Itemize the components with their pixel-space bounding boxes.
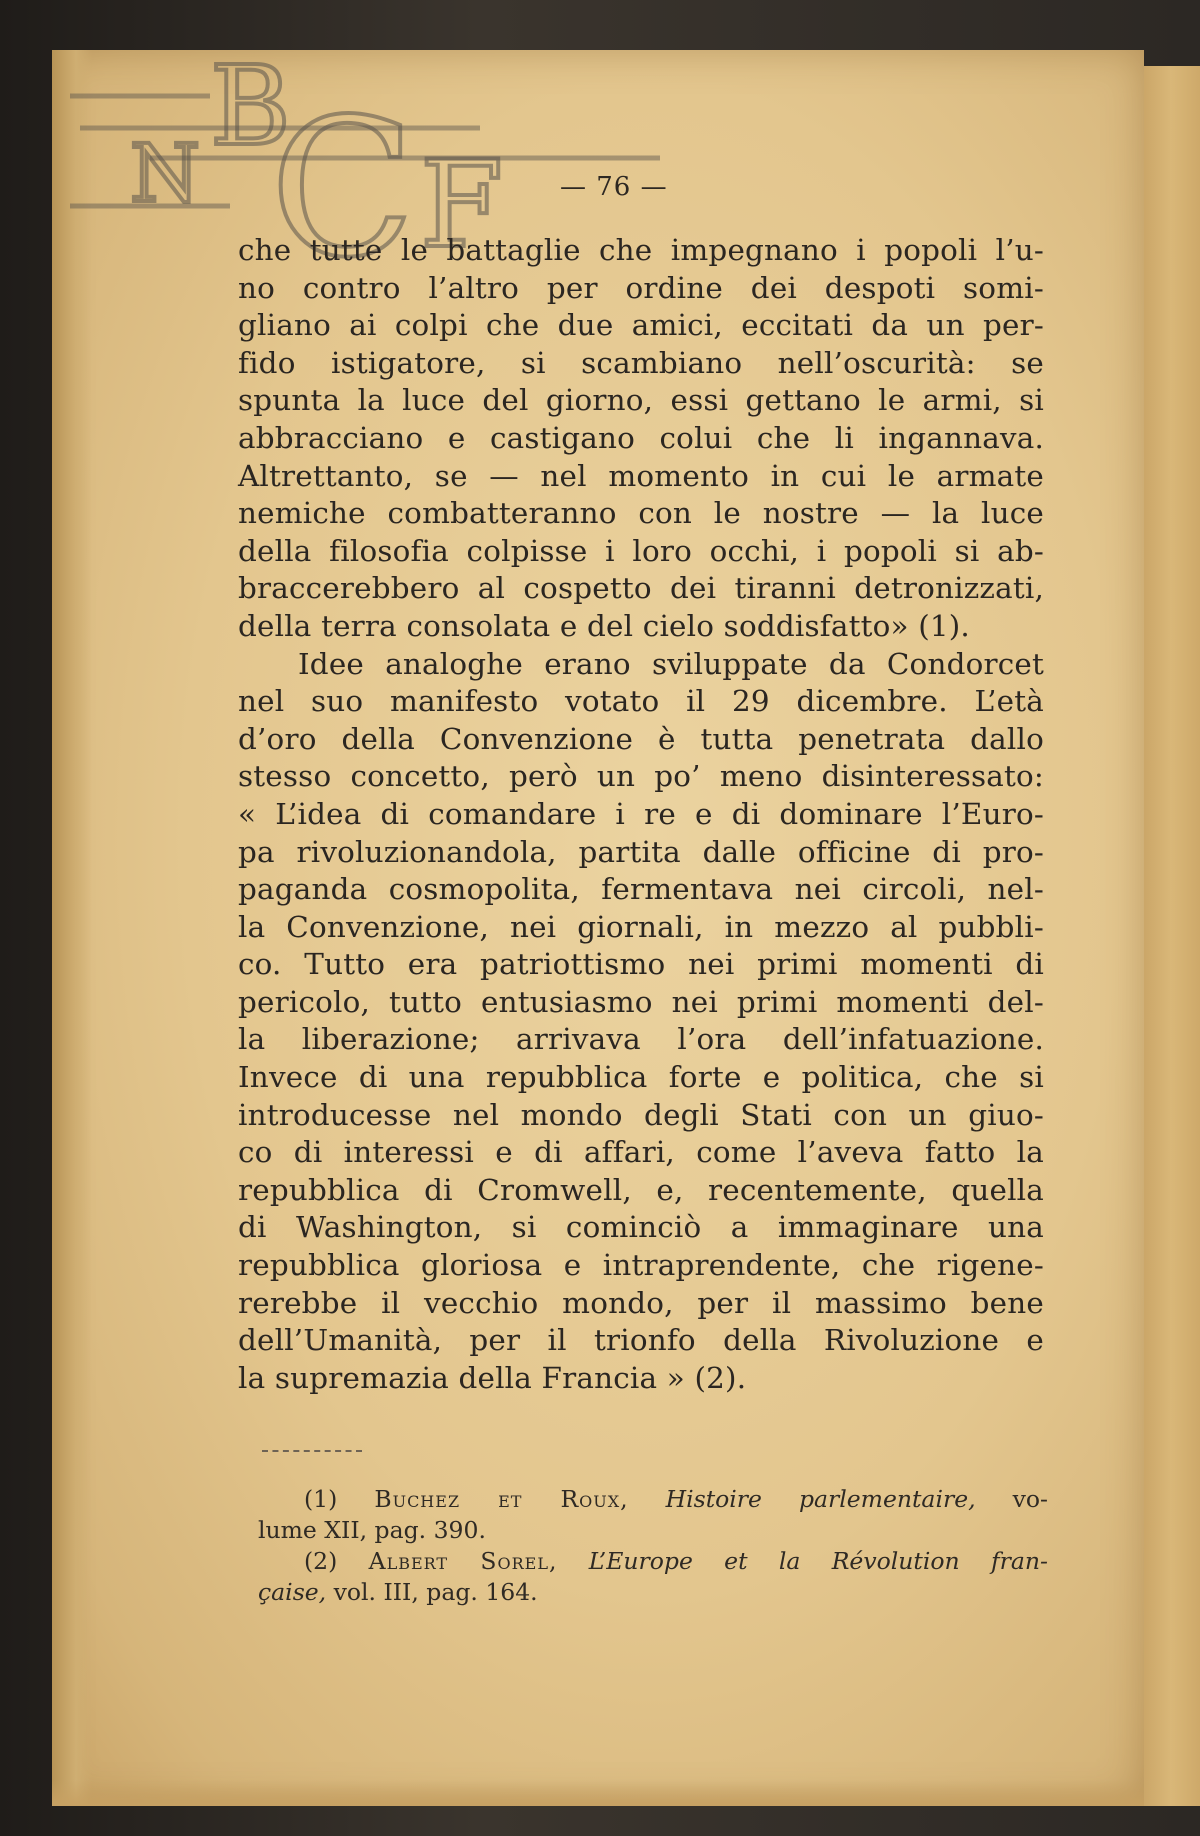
- footnote-2-rest: vol. III, pag. 164.: [333, 1578, 538, 1606]
- footnote-2-line-1: [258, 1546, 1048, 1577]
- watermark-letter-c: C: [270, 78, 416, 286]
- body-line: spunta la luce del giorno, essi gettano le armi, si: [238, 383, 1044, 418]
- footnote-1-title: Histoire parlementaire,: [665, 1485, 976, 1513]
- body-line: repubblica di Cromwell, e, recentemente, quella: [238, 1172, 1044, 1207]
- body-line: paganda cosmopolita, fermentava nei circoli, nel-: [238, 872, 1044, 907]
- body-line: nemiche combatteranno con le nostre — la luce: [238, 496, 1044, 531]
- body-line: dell’Umanità, per il trionfo della Rivoluzione e: [238, 1323, 1044, 1358]
- footnote-2-title: L’Europe et la Révolution fran-: [588, 1547, 1048, 1575]
- footnote-2-title-cont: çaise,: [258, 1578, 327, 1606]
- body-line: no contro l’altro per ordine dei despoti somi-: [238, 270, 1044, 305]
- body-line: della terra consolata e del cielo soddisfatto» (1).: [238, 608, 970, 643]
- body-line: di Washington, si cominciò a immaginare una: [238, 1210, 1044, 1245]
- body-line: co. Tutto era patriottismo nei primi momenti di: [238, 947, 1044, 982]
- body-line: pa rivoluzionandola, partita dalle officine di pro-: [238, 834, 1044, 869]
- footnotes: [258, 1484, 1048, 1608]
- page-number: — 76 —: [560, 172, 668, 202]
- body-line: fido istigatore, si scambiano nell’oscurità: se: [238, 345, 1044, 380]
- body-line: co di interessi e di affari, come l’aveva fatto la: [238, 1135, 1044, 1170]
- watermark-letter-b: B: [210, 42, 291, 170]
- body-line: repubblica gloriosa e intraprendente, che rigene-: [238, 1248, 1044, 1283]
- footnote-2-number: (2): [304, 1547, 338, 1575]
- footnote-2-line-2: [258, 1577, 1048, 1608]
- body-line: abbracciano e castigano colui che li ingannava.: [238, 420, 1044, 455]
- body-line: braccerebbero al cospetto dei tiranni detronizzati,: [238, 571, 1044, 606]
- footnote-2-author: Albert Sorel,: [368, 1547, 558, 1575]
- body-line: stesso concetto, però un po’ meno disinteressato:: [238, 759, 1044, 794]
- body-line: introducesse nel mondo degli Stati con un giuo-: [238, 1097, 1044, 1132]
- page-left-edge: [52, 50, 92, 1806]
- footnote-1-rest: vo-: [1012, 1485, 1048, 1513]
- body-line: Invece di una repubblica forte e politica, che si: [238, 1060, 1044, 1095]
- footnote-1-line-2: lume XII, pag. 390.: [258, 1516, 486, 1544]
- footnote-1-author: Buchez et Roux,: [374, 1485, 629, 1513]
- watermark-letter-n: N: [130, 127, 200, 220]
- body-line: nel suo manifesto votato il 29 dicembre. L’età: [238, 684, 1044, 719]
- body-line: la liberazione; arrivava l’ora dell’infatuazione.: [238, 1022, 1044, 1057]
- body-line: Idee analoghe erano sviluppate da Condorcet: [298, 646, 1044, 681]
- body-line: che tutte le battaglie che impegnano i popoli l’u-: [238, 233, 1044, 267]
- body-line: gliano ai colpi che due amici, eccitati da un per-: [238, 308, 1044, 343]
- facing-page-edge: [1138, 66, 1200, 1806]
- body-line: della filosofia colpisse i loro occhi, i popoli si ab-: [238, 533, 1044, 568]
- body-line: « L’idea di comandare i re e di dominare l’Euro-: [238, 796, 1044, 831]
- watermark-letter-f: F: [420, 136, 504, 275]
- body-line: rerebbe il vecchio mondo, per il massimo bene: [238, 1285, 1044, 1320]
- footnote-1-line-1: [258, 1484, 1048, 1515]
- footnote-1-number: (1): [304, 1485, 338, 1513]
- footnote-separator: [262, 1450, 362, 1452]
- body-text: [238, 232, 1044, 1397]
- page-bottom-edge: [52, 1780, 1144, 1806]
- body-line: pericolo, tutto entusiasmo nei primi momenti del-: [238, 984, 1044, 1019]
- body-line: d’oro della Convenzione è tutta penetrata dallo: [238, 721, 1044, 756]
- body-line: la supremazia della Francia » (2).: [238, 1360, 747, 1395]
- body-line: Altrettanto, se — nel momento in cui le armate: [238, 458, 1044, 493]
- body-line: la Convenzione, nei giornali, in mezzo al pubbli-: [238, 909, 1044, 944]
